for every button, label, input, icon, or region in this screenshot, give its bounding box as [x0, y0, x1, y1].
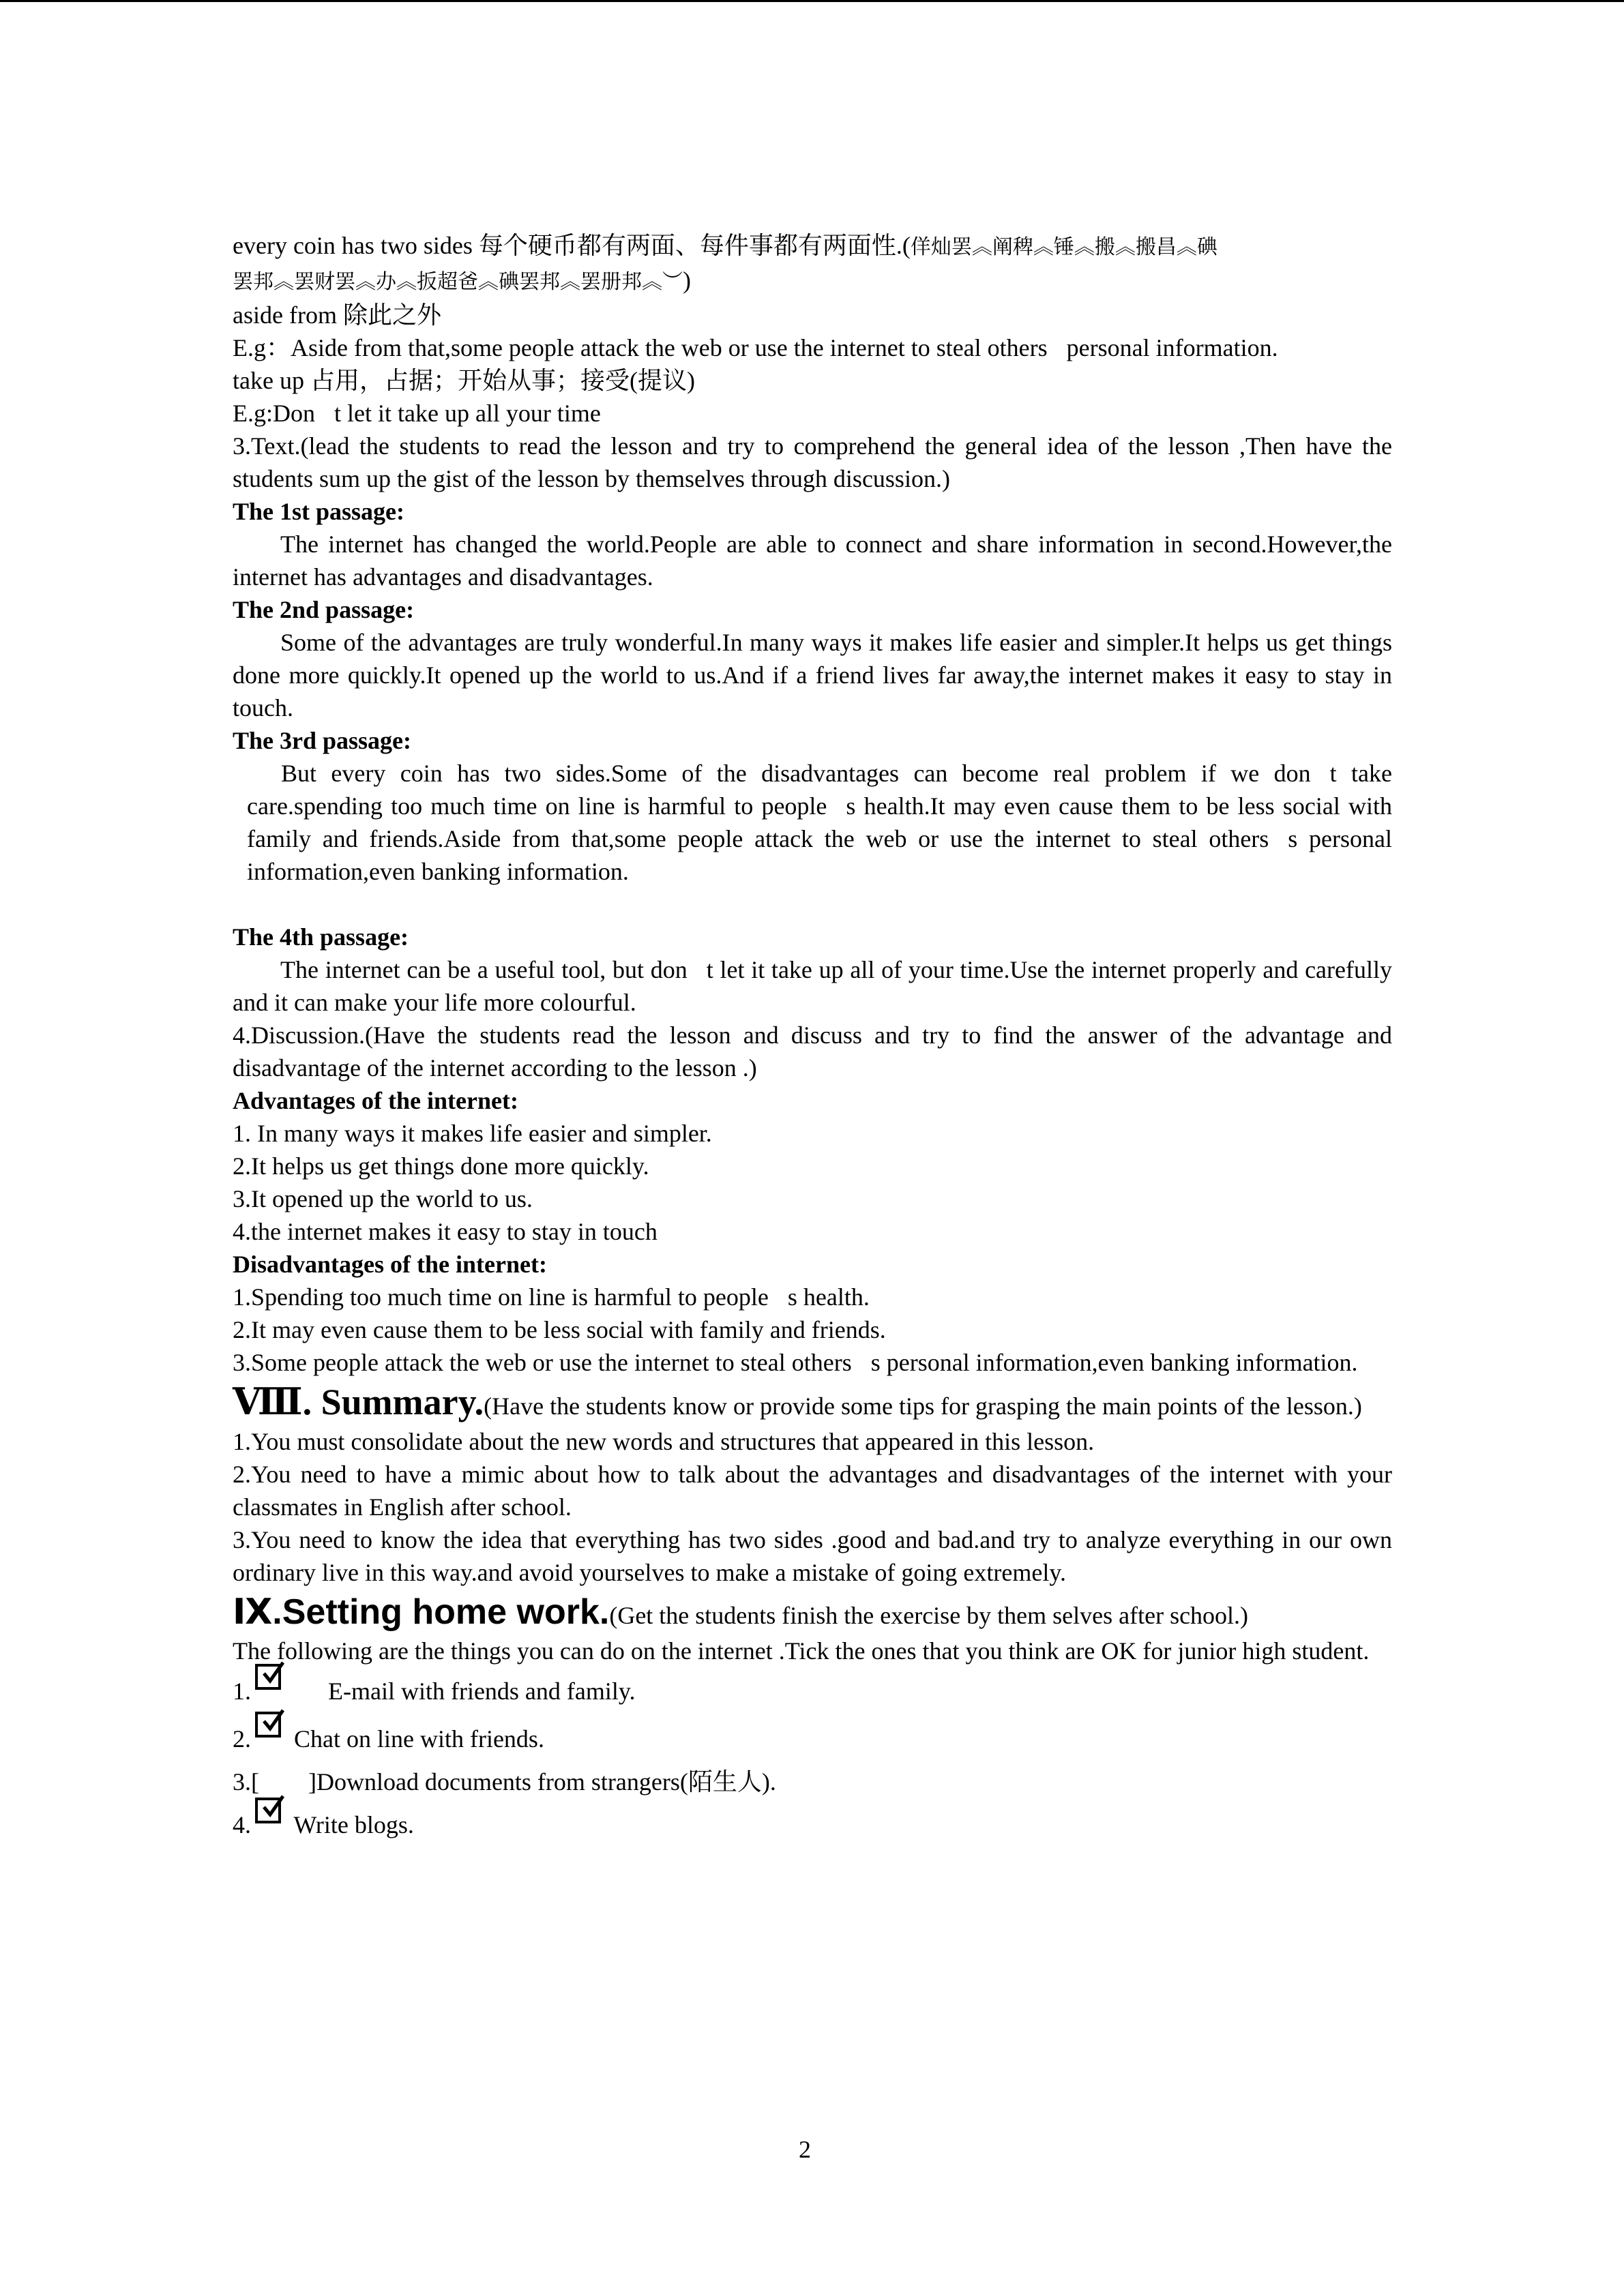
item-number: 1. — [233, 1678, 251, 1705]
homework-item-1 — [233, 1667, 1392, 1715]
text-step: 3.Text.(lead the students to read the lesson and try to comprehend the general idea of the lesson ,Then have the students sum up the gist of the lesson by themselves through discussion.) — [233, 432, 1392, 492]
homework-section — [233, 1593, 1392, 1635]
passage-1-title: The 1st passage: — [233, 498, 405, 525]
item-text: E-mail with friends and family. — [328, 1678, 636, 1705]
vocab-every-coin-text: every coin has two sides 每个硬币都有两面、每件事都有两面性.( — [233, 232, 911, 259]
checked-box-icon[interactable] — [255, 1664, 281, 1690]
summary-item: 1.You must consolidate about the new words and structures that appeared in this lesson. — [233, 1428, 1095, 1455]
item-text: Write blogs. — [293, 1811, 414, 1838]
disadvantage-item: 1.Spending too much time on line is harmful to people s health. — [233, 1283, 870, 1311]
passage-3-body: But every coin has two sides.Some of the disadvantages can become real problem if we don t take care.spending too much time on line is harmful to people s health.It may even cause them to be less social with family and friends.Aside from that,some people attack the web or use the internet to steal others s personal information,even banking information. — [247, 760, 1392, 885]
homework-note: (Get the students finish the exercise by them selves after school.) — [609, 1602, 1249, 1629]
summary-note: (Have the students know or provide some tips for grasping the main points of the lesson.) — [484, 1392, 1362, 1420]
page-number: 2 — [799, 2136, 811, 2163]
item-number-empty-bracket[interactable]: 3.[ ] — [233, 1768, 316, 1795]
passage-3-title: The 3rd passage: — [233, 727, 412, 754]
vocab-aside-from: aside from 除此之外 — [233, 301, 441, 329]
garbled-text-2: 罢邦︽罢财罢︽办︽扳超爸︽碘罢邦︽罢册邦︽︶ — [233, 270, 683, 294]
advantage-item: 1. In many ways it makes life easier and simpler. — [233, 1120, 712, 1147]
homework-item-2 — [233, 1715, 1392, 1763]
item-text: Download documents from strangers(陌生人). — [316, 1768, 776, 1795]
checked-box-icon[interactable] — [255, 1712, 281, 1738]
closing-paren: ) — [683, 267, 691, 294]
item-number: 4. — [233, 1811, 251, 1838]
disadvantage-item: 3.Some people attack the web or use the internet to steal others s personal information,even banking information. — [233, 1349, 1358, 1376]
summary-section — [233, 1383, 1392, 1425]
passage-4-body: The internet can be a useful tool, but don t let it take up all of your time.Use the internet properly and carefully and it can make your life more colourful. — [233, 956, 1392, 1016]
homework-heading: Ⅸ.Setting home work. — [233, 1592, 610, 1632]
passage-2-body: Some of the advantages are truly wonderful.In many ways it makes life easier and simpler.It helps us get things done more quickly.It opened up the world to us.And if a friend lives far away,the internet makes it easy to stay in touch. — [233, 629, 1392, 721]
homework-item-3 — [233, 1763, 1392, 1801]
vocab-take-up: take up 占用，占据；开始从事；接受(提议) — [233, 367, 695, 394]
passage-4-title: The 4th passage: — [233, 923, 409, 951]
vocab-take-up-example: E.g:Don t let it take up all your time — [233, 400, 601, 427]
summary-item: 2.You need to have a mimic about how to talk about the advantages and disadvantages of the internet with your classmates in English after school. — [233, 1461, 1392, 1521]
summary-item: 3.You need to know the idea that everything has two sides .good and bad.and try to analyze everything in our own ordinary live in this way.and avoid yourselves to make a mistake of going extremely. — [233, 1526, 1392, 1586]
garbled-text-1: 佯灿罢︽阐稗︽锤︽搬︽搬昌︽碘 — [910, 235, 1217, 259]
lesson-plan-page — [233, 229, 1392, 1849]
homework-item-4 — [233, 1801, 1392, 1849]
blank-line — [233, 888, 1392, 921]
disadvantage-item: 2.It may even cause them to be less social with family and friends. — [233, 1316, 886, 1343]
advantage-item: 3.It opened up the world to us. — [233, 1185, 533, 1212]
item-text: Chat on line with friends. — [294, 1725, 544, 1753]
checked-box-icon[interactable] — [255, 1798, 281, 1823]
passage-2-title: The 2nd passage: — [233, 596, 415, 623]
page-top-border — [0, 0, 1624, 2]
advantage-item: 2.It helps us get things done more quickly. — [233, 1152, 649, 1180]
item-number: 2. — [233, 1725, 251, 1753]
advantages-title: Advantages of the internet: — [233, 1087, 518, 1114]
homework-intro: The following are the things you can do on the internet .Tick the ones that you think are OK for junior high student. — [233, 1637, 1370, 1665]
advantage-item: 4.the internet makes it easy to stay in touch — [233, 1218, 658, 1245]
discussion-step: 4.Discussion.(Have the students read the lesson and discuss and try to find the answer of the advantage and disadvantage of the internet according to the lesson .) — [233, 1022, 1392, 1082]
vocab-aside-from-example: E.g：Aside from that,some people attack the web or use the internet to steal others personal information. — [233, 334, 1278, 361]
disadvantages-title: Disadvantages of the internet: — [233, 1251, 547, 1278]
summary-heading: Ⅷ. Summary. — [233, 1382, 484, 1422]
passage-1-body: The internet has changed the world.People are able to connect and share information in second.However,the internet has advantages and disadvantages. — [233, 531, 1392, 591]
vocab-every-coin — [233, 229, 1392, 299]
